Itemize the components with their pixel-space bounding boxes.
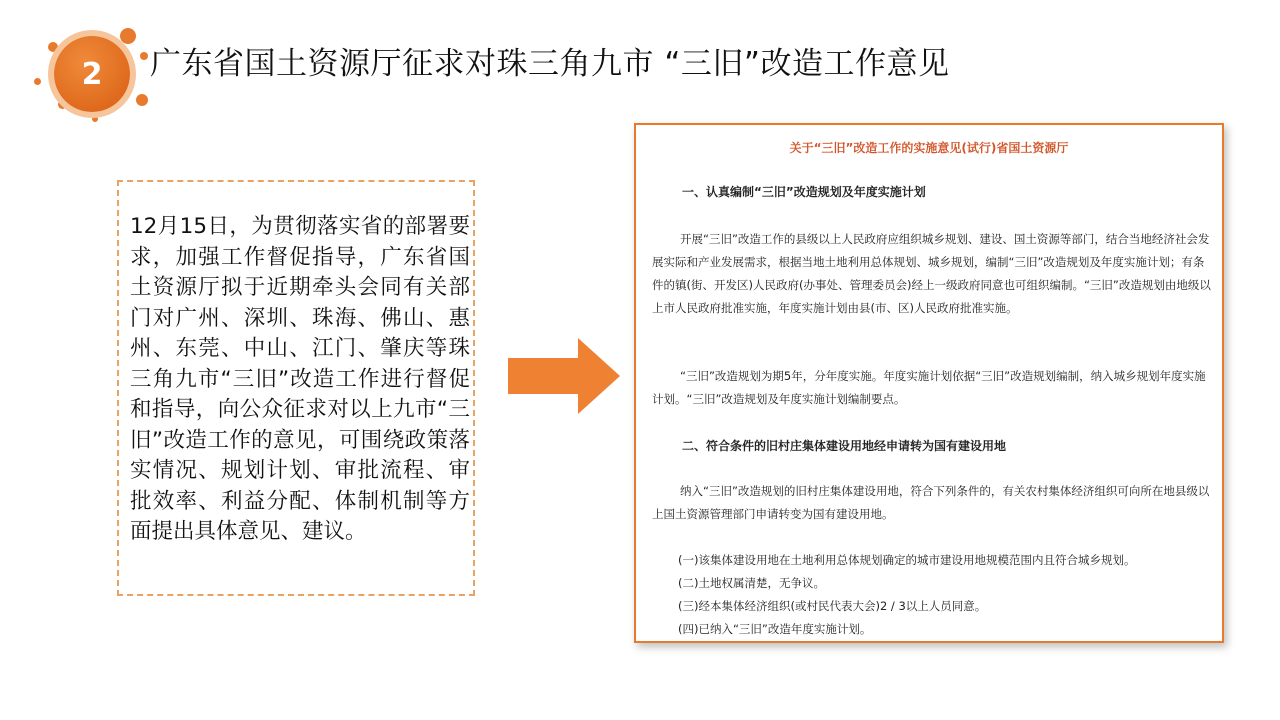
section-badge-decoration — [28, 22, 148, 122]
summary-note-text: 12月15日，为贯彻落实省的部署要求，加强工作督促指导，广东省国土资源厅拟于近期牵头会同有关部门对广州、深圳、珠海、佛山、惠州、东莞、中山、江门、肇庆等珠三角九市“三旧”改造工作进行督促和指导，向公众征求对以上九市“三旧”改造工作的意见，可围绕政策落实情况、规划计划、审批流程、审批效率、利益分配、体制机制等方面提出具体意见、建议。 — [130, 214, 470, 544]
document-list-item: (三)经本集体经济组织(或村民代表大会)2 / 3以上人员同意。 — [678, 599, 987, 613]
document-paragraph: 纳入“三旧”改造规划的旧村庄集体建设用地，符合下列条件的，有关农村集体经济组织可向所在地县级以上国土资源管理部门申请转变为国有建设用地。 — [652, 484, 1210, 521]
document-paragraph: “三旧”改造规划为期5年，分年度实施。年度实施计划依据“三旧”改造规划编制，纳入城乡规划年度实施计划。“三旧”改造规划及年度实施计划编制要点。 — [652, 369, 1206, 406]
decor-dot — [92, 116, 98, 122]
page-title: 广东省国土资源厅征求对珠三角九市 “三旧”改造工作意见 — [150, 46, 950, 82]
decor-dot — [34, 78, 41, 85]
document-excerpt — [634, 123, 1224, 643]
document-list-item: (二)土地权属清楚，无争议。 — [678, 576, 825, 590]
section-number-badge: 2 — [54, 36, 130, 112]
decor-dot — [140, 52, 148, 60]
right-arrow-icon — [508, 338, 620, 414]
document-list-item: (四)已纳入“三旧”改造年度实施计划。 — [678, 622, 872, 636]
decor-dot — [48, 42, 58, 52]
document-list-item: (一)该集体建设用地在土地利用总体规划确定的城市建设用地规模范围内且符合城乡规划。 — [678, 553, 1136, 567]
decor-dot — [120, 28, 136, 44]
document-section-heading: 一、认真编制“三旧”改造规划及年度实施计划 — [682, 185, 926, 199]
decor-dot — [136, 94, 148, 106]
document-title: 关于“三旧”改造工作的实施意见(试行)省国土资源厅 — [789, 141, 1069, 155]
document-paragraph: 开展“三旧”改造工作的县级以上人民政府应组织城乡规划、建设、国土资源等部门，结合当地经济社会发展实际和产业发展需求，根据当地土地利用总体规划、城乡规划，编制“三旧”改造规划及年度实施计划；有条件的镇(街、开发区)人民政府(办事处、管理委员会)经上一级政府同意也可组织编制。“三旧”改造规划由地级以上市人民政府批准实施，年度实施计划由县(市、区)人民政府批准实施。 — [652, 232, 1211, 315]
summary-note-box — [117, 180, 475, 596]
document-section-heading: 二、符合条件的旧村庄集体建设用地经申请转为国有建设用地 — [682, 439, 1007, 453]
